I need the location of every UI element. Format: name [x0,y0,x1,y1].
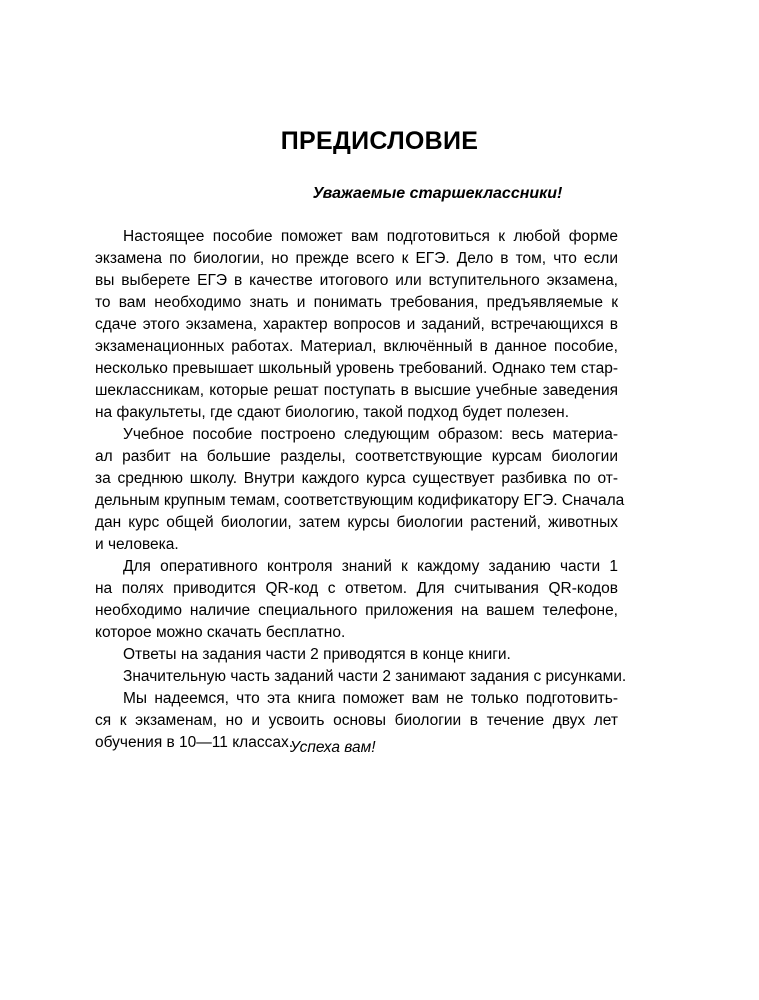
text-line: дан курс общей биологии, затем курсы биологии растений, животных [95,514,618,531]
text-line: необходимо наличие специального приложения на вашем телефоне, [95,602,618,619]
body-text [67,226,627,754]
paragraph [67,644,618,666]
text-line: сдаче этого экзамена, характер вопросов и заданий, встречающихся в [95,316,618,333]
greeting: Уважаемые старшеклассники! [312,185,563,202]
text-line: экзаменационных работах. Материал, включённый в данное пособие, [95,338,618,355]
text-line: Учебное пособие построено следующим образом: весь материа- [123,426,618,443]
text-line: экзамена по биологии, но прежде всего к ЕГЭ. Дело в том, что если [95,250,618,267]
text-line: которое можно скачать бесплатно. [95,624,346,641]
text-line: Ответы на задания части 2 приводятся в конце книги. [123,646,511,663]
text-line: и человека. [95,536,179,553]
text-line: за среднюю школу. Внутри каждого курса существует разбивка по от- [95,470,618,487]
text-line: ал разбит на большие разделы, соответствующие курсам биологии [95,448,618,465]
text-line: дельным крупным темам, соответствующим кодификатору ЕГЭ. Сначала [95,492,625,509]
paragraph [67,556,618,644]
paragraph [67,226,618,424]
text-line: на полях приводится QR-код с ответом. Для считывания QR-кодов [95,580,618,597]
text-line: обучения в 10—11 классах. [95,734,293,751]
text-line: Значительную часть заданий части 2 занимают задания с рисунками. [123,668,627,685]
text-line: Настоящее пособие поможет вам подготовиться к любой форме [123,228,618,245]
paragraph [67,424,625,556]
text-line: ся к экзаменам, но и усвоить основы биологии в течение двух лет [95,712,618,729]
text-line: Для оперативного контроля знаний к каждому заданию части 1 [123,558,618,575]
text-line: то вам необходимо знать и понимать требования, предъявляемые к [95,294,618,311]
closing-text: Успеха вам! [290,739,376,756]
text-line: Мы надеемся, что эта книга поможет вам не только подготовить- [123,690,618,707]
text-line: шеклассникам, которые решат поступать в высшие учебные заведения [95,382,618,399]
text-line: на факультеты, где сдают биологию, такой подход будет полезен. [95,404,570,421]
page-title: ПРЕДИСЛОВИЕ [280,127,479,155]
text-line: вы выберете ЕГЭ в качестве итогового или вступительного экзамена, [95,272,618,289]
text-line: несколько превышает школьный уровень требований. Однако тем стар- [95,360,618,377]
paragraph [67,666,627,688]
